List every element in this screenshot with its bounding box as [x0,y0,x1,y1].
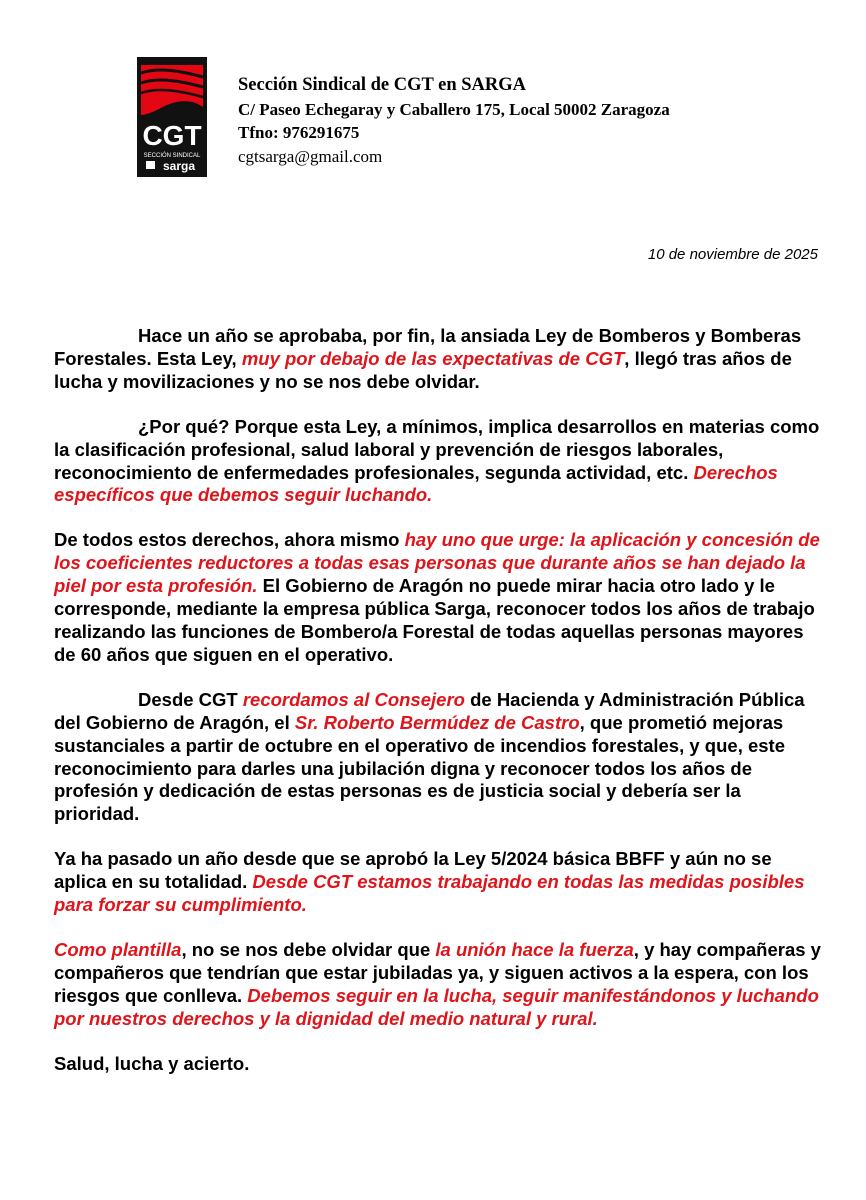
p4-highlight-1: recordamos al Consejero [242,688,465,710]
p1-text-c: , llegó tras años de lucha y movilizaciones y no se nos debe olvidar. [54,347,792,392]
logo-sub-line2: sarga [162,159,196,173]
org-address: C/ Paseo Echegaray y Caballero 175, Local 50002 Zaragoza [238,99,670,119]
paragraph-1 [54,325,822,394]
p5-highlight: Desde CGT estamos trabajando en todas las medidas posibles para forzar su cumplimiento. [54,871,805,916]
p1-text-a: Hace un año se aprobaba, por fin, la ansiada Ley de Bomberos y Bomberas Forestales. Esta Ley, [54,325,802,369]
p6-highlight-1: Como plantilla [54,938,182,960]
p2-highlight: Derechos específicos que debemos seguir luchando. [54,461,778,506]
p1-highlight: muy por debajo de las expectativas de CGT [241,347,625,369]
letterhead [238,74,670,168]
paragraph-3 [54,529,822,666]
paragraph-6 [54,939,822,1031]
logo-sub-line1: SECCIÓN SINDICAL [143,153,201,159]
p6-highlight-3: Debemos seguir en la lucha, seguir manifestándonos y luchando por nuestros derechos y la dignidad del medio natural y rural. [54,984,819,1029]
cgt-sarga-logo [137,57,207,177]
p6-text-b: , no se nos debe olvidar que [181,938,436,960]
paragraph-2 [54,416,822,508]
p5-text-a: Ya ha pasado un año desde que se aprobó la Ley 5/2024 básica BBFF y aún no se aplica en su totalidad. [54,848,772,893]
document-date: 10 de noviembre de 2025 [647,246,818,263]
letter-body [54,325,822,1097]
p4-text-e: , que prometió mejoras sustanciales a partir de octubre en el operativo de incendios forestales, y que, este reconocimiento para darles una jubilación digna y reconocer todos los años de profesión y dedicación de estas personas es de justicia social y debería ser la prioridad. [54,711,786,825]
p4-text-c: de Hacienda y Administración Pública del Gobierno de Aragón, el [54,688,805,733]
p3-text-a: De todos estos derechos, ahora mismo [54,529,405,551]
logo-mark-icon [146,161,155,169]
p6-highlight-2: la unión hace la fuerza [435,938,634,960]
org-email[interactable]: cgtsarga@gmail.com [238,146,383,166]
p6-text-d: , y hay compañeras y compañeros que tendrían que estar jubiladas ya, y siguen activos a la espera, con los riesgos que conlleva. [54,938,821,1006]
logo-brand-text: CGT [142,120,202,151]
org-name: Sección Sindical de CGT en SARGA [238,75,526,95]
p4-text-a: Desde CGT [138,688,243,710]
p4-highlight-2: Sr. Roberto Bermúdez de Castro [294,711,580,733]
closing-line: Salud, lucha y acierto. [54,1052,250,1074]
paragraph-4 [54,689,822,826]
org-phone: Tfno: 976291675 [238,123,360,142]
p3-text-c: El Gobierno de Aragón no puede mirar hacia otro lado y le corresponde, mediante la empresa pública Sarga, reconocer todos los años de trabajo realizando las funciones de Bombero/a Forestal de todas aquellas personas mayores de 60 años que siguen en el operativo. [54,575,815,665]
paragraph-5 [54,848,822,917]
p2-text-a: ¿Por qué? Porque esta Ley, a mínimos, implica desarrollos en materias como la clasificación profesional, salud laboral y prevención de riesgos laborales, reconocimiento de enfermedades profesionales, segunda actividad, etc. [54,415,820,483]
p3-highlight: hay uno que urge: la aplicación y concesión de los coeficientes reductores a todas esas personas que durante años se han dejado la piel por esta profesión. [54,529,820,597]
